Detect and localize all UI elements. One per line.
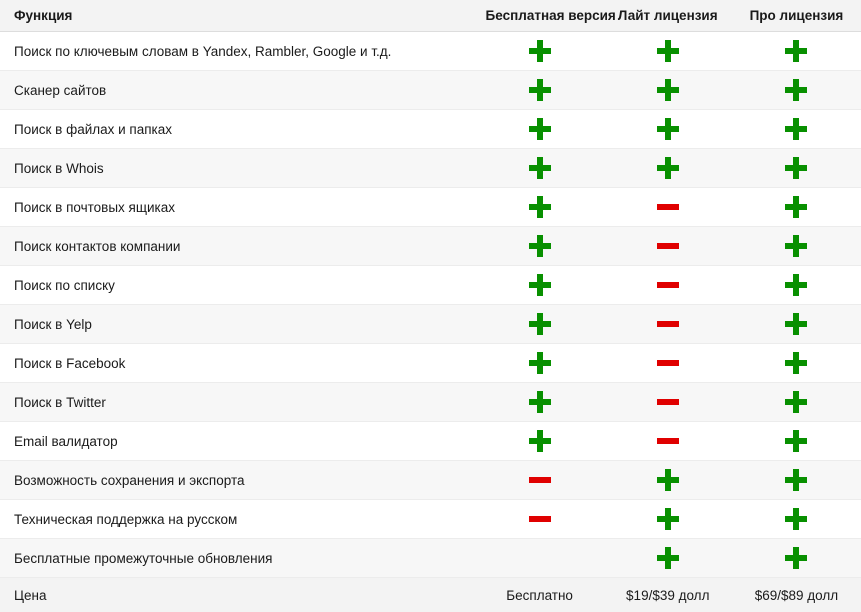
table-row (0, 110, 861, 149)
feature-label: Поиск в Whois (0, 149, 476, 188)
cell-lite (604, 71, 732, 110)
cell-free (476, 32, 604, 71)
check-plus-icon (528, 156, 552, 180)
cell-free (476, 461, 604, 500)
dash-minus-icon (656, 273, 680, 297)
check-plus-icon (656, 39, 680, 63)
check-plus-icon (784, 507, 808, 531)
cell-free (476, 227, 604, 266)
check-plus-icon (528, 351, 552, 375)
table-row (0, 383, 861, 422)
cell-pro (732, 305, 861, 344)
table-row (0, 500, 861, 539)
cell-lite (604, 110, 732, 149)
cell-free (476, 188, 604, 227)
check-plus-icon (528, 117, 552, 141)
feature-label: Сканер сайтов (0, 71, 476, 110)
dash-minus-icon (528, 468, 552, 492)
price-lite: $19/$39 долл (604, 578, 732, 612)
cell-lite (604, 539, 732, 578)
check-plus-icon (528, 78, 552, 102)
column-header-feature: Функция (0, 0, 476, 32)
price-pro: $69/$89 долл (732, 578, 861, 612)
check-plus-icon (528, 312, 552, 336)
check-plus-icon (528, 39, 552, 63)
price-free: Бесплатно (476, 578, 604, 612)
empty-cell (528, 545, 552, 569)
cell-pro (732, 344, 861, 383)
feature-label: Поиск по ключевым словам в Yandex, Rambler, Google и т.д. (0, 32, 476, 71)
check-plus-icon (784, 312, 808, 336)
cell-pro (732, 422, 861, 461)
check-plus-icon (528, 390, 552, 414)
cell-pro (732, 539, 861, 578)
cell-free (476, 149, 604, 188)
table-row (0, 32, 861, 71)
table-row (0, 344, 861, 383)
table-row (0, 149, 861, 188)
dash-minus-icon (656, 351, 680, 375)
table-header-row (0, 0, 861, 32)
cell-lite (604, 422, 732, 461)
cell-lite (604, 383, 732, 422)
feature-label: Поиск контактов компании (0, 227, 476, 266)
check-plus-icon (528, 234, 552, 258)
feature-label: Поиск в Facebook (0, 344, 476, 383)
cell-free (476, 422, 604, 461)
table-row (0, 539, 861, 578)
table-row (0, 227, 861, 266)
check-plus-icon (784, 78, 808, 102)
check-plus-icon (784, 156, 808, 180)
check-plus-icon (784, 546, 808, 570)
feature-label: Поиск в файлах и папках (0, 110, 476, 149)
table-row (0, 461, 861, 500)
column-header-lite: Лайт лицензия (604, 0, 732, 32)
cell-lite (604, 461, 732, 500)
dash-minus-icon (656, 195, 680, 219)
cell-lite (604, 500, 732, 539)
check-plus-icon (656, 156, 680, 180)
check-plus-icon (784, 351, 808, 375)
check-plus-icon (528, 195, 552, 219)
check-plus-icon (784, 273, 808, 297)
check-plus-icon (784, 429, 808, 453)
cell-pro (732, 188, 861, 227)
cell-lite (604, 32, 732, 71)
cell-pro (732, 110, 861, 149)
cell-free (476, 110, 604, 149)
cell-pro (732, 266, 861, 305)
cell-free (476, 383, 604, 422)
check-plus-icon (784, 117, 808, 141)
cell-pro (732, 227, 861, 266)
cell-pro (732, 32, 861, 71)
table-header (0, 0, 861, 32)
cell-free (476, 71, 604, 110)
check-plus-icon (656, 78, 680, 102)
cell-lite (604, 227, 732, 266)
dash-minus-icon (656, 312, 680, 336)
check-plus-icon (656, 468, 680, 492)
cell-free (476, 344, 604, 383)
table-row (0, 305, 861, 344)
cell-lite (604, 149, 732, 188)
dash-minus-icon (656, 429, 680, 453)
check-plus-icon (656, 117, 680, 141)
check-plus-icon (784, 39, 808, 63)
cell-lite (604, 266, 732, 305)
check-plus-icon (656, 546, 680, 570)
feature-label: Поиск в почтовых ящиках (0, 188, 476, 227)
check-plus-icon (784, 390, 808, 414)
feature-label: Техническая поддержка на русском (0, 500, 476, 539)
feature-label: Поиск по списку (0, 266, 476, 305)
check-plus-icon (784, 468, 808, 492)
cell-free (476, 266, 604, 305)
price-label: Цена (0, 578, 476, 612)
column-header-pro: Про лицензия (732, 0, 861, 32)
cell-pro (732, 383, 861, 422)
table-row (0, 266, 861, 305)
check-plus-icon (784, 195, 808, 219)
check-plus-icon (528, 429, 552, 453)
dash-minus-icon (656, 234, 680, 258)
price-row (0, 578, 861, 612)
cell-pro (732, 461, 861, 500)
dash-minus-icon (528, 507, 552, 531)
check-plus-icon (528, 273, 552, 297)
feature-label: Возможность сохранения и экспорта (0, 461, 476, 500)
cell-pro (732, 500, 861, 539)
cell-lite (604, 344, 732, 383)
table-body (0, 32, 861, 612)
feature-label: Поиск в Yelp (0, 305, 476, 344)
dash-minus-icon (656, 390, 680, 414)
feature-label: Поиск в Twitter (0, 383, 476, 422)
column-header-free: Бесплатная версия (476, 0, 604, 32)
feature-label: Бесплатные промежуточные обновления (0, 539, 476, 578)
cell-pro (732, 71, 861, 110)
cell-lite (604, 188, 732, 227)
check-plus-icon (656, 507, 680, 531)
cell-lite (604, 305, 732, 344)
feature-label: Email валидатор (0, 422, 476, 461)
cell-free (476, 539, 604, 578)
cell-pro (732, 149, 861, 188)
check-plus-icon (784, 234, 808, 258)
cell-free (476, 500, 604, 539)
table-row (0, 422, 861, 461)
cell-free (476, 305, 604, 344)
table-row (0, 71, 861, 110)
table-row (0, 188, 861, 227)
